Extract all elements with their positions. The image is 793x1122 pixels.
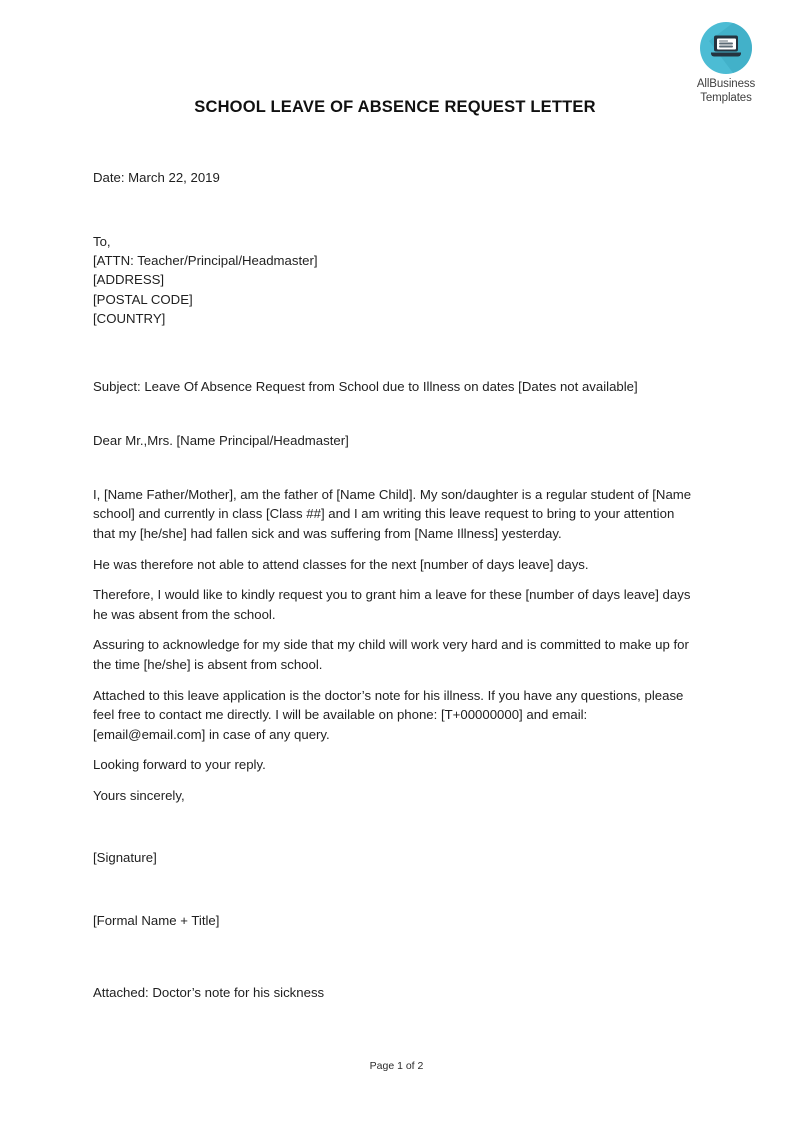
body-paragraph: Therefore, I would like to kindly request you to grant him a leave for these [number of days leave] days he was absent from the school. — [93, 587, 691, 622]
page-title: SCHOOL LEAVE OF ABSENCE REQUEST LETTER — [194, 98, 596, 116]
body-paragraph: Assuring to acknowledge for my side that my child will work very hard and is committed to make up for the time [he/she] is absent from school. — [93, 637, 689, 672]
attachment-note: Attached: Doctor’s note for his sickness — [93, 984, 325, 1000]
recipient-to-label: To, — [93, 233, 111, 249]
formal-name-placeholder: [Formal Name + Title] — [93, 913, 220, 929]
salutation-line: Dear Mr.,Mrs. [Name Principal/Headmaster] — [93, 433, 349, 449]
laptop-screen — [714, 36, 738, 52]
date-line: Date: March 22, 2019 — [93, 170, 220, 185]
subject-line: Subject: Leave Of Absence Request from School due to Illness on dates [Dates not available] — [93, 378, 638, 394]
signature-placeholder: [Signature] — [93, 849, 157, 865]
closing-line: Yours sincerely, — [93, 787, 185, 803]
page-footer: Page 1 of 2 — [369, 1060, 424, 1072]
body-paragraph: Looking forward to your reply. — [93, 757, 266, 773]
logo-badge — [700, 22, 752, 74]
laptop-text-line — [719, 46, 733, 47]
body-paragraph: He was therefore not able to attend classes for the next [number of days leave] days. — [93, 556, 589, 572]
letter-content — [93, 0, 697, 1002]
laptop-icon — [711, 36, 741, 60]
recipient-address-block — [93, 232, 697, 329]
laptop-text-line — [719, 40, 728, 41]
logo-wordmark-line-2: Templates — [700, 91, 752, 104]
recipient-postal-code: [POSTAL CODE] — [93, 291, 193, 307]
laptop-text-line — [719, 43, 733, 44]
recipient-attn: [ATTN: Teacher/Principal/Headmaster] — [93, 253, 318, 268]
laptop-screen-content — [717, 38, 736, 49]
logo-wordmark-line-1: AllBusiness — [696, 78, 756, 90]
body-paragraph: Attached to this leave application is the doctor’s note for his illness. If you have any questions, please feel free to contact me directly. I will be available on phone: [T+00000000] and email: [email@email.com] in case of any query. — [93, 687, 684, 742]
recipient-country: [COUNTRY] — [93, 311, 166, 327]
recipient-address: [ADDRESS] — [93, 272, 165, 288]
letter-body — [93, 485, 697, 806]
laptop-base — [711, 52, 741, 56]
body-paragraph: I, [Name Father/Mother], am the father of [Name Child]. My son/daughter is a regular student of [Name school] and currently in class [Class ##] and I am writing this leave request to bring to your attention that my [he/she] had fallen sick and was suffering from [Name Illness] yesterday. — [93, 486, 692, 541]
